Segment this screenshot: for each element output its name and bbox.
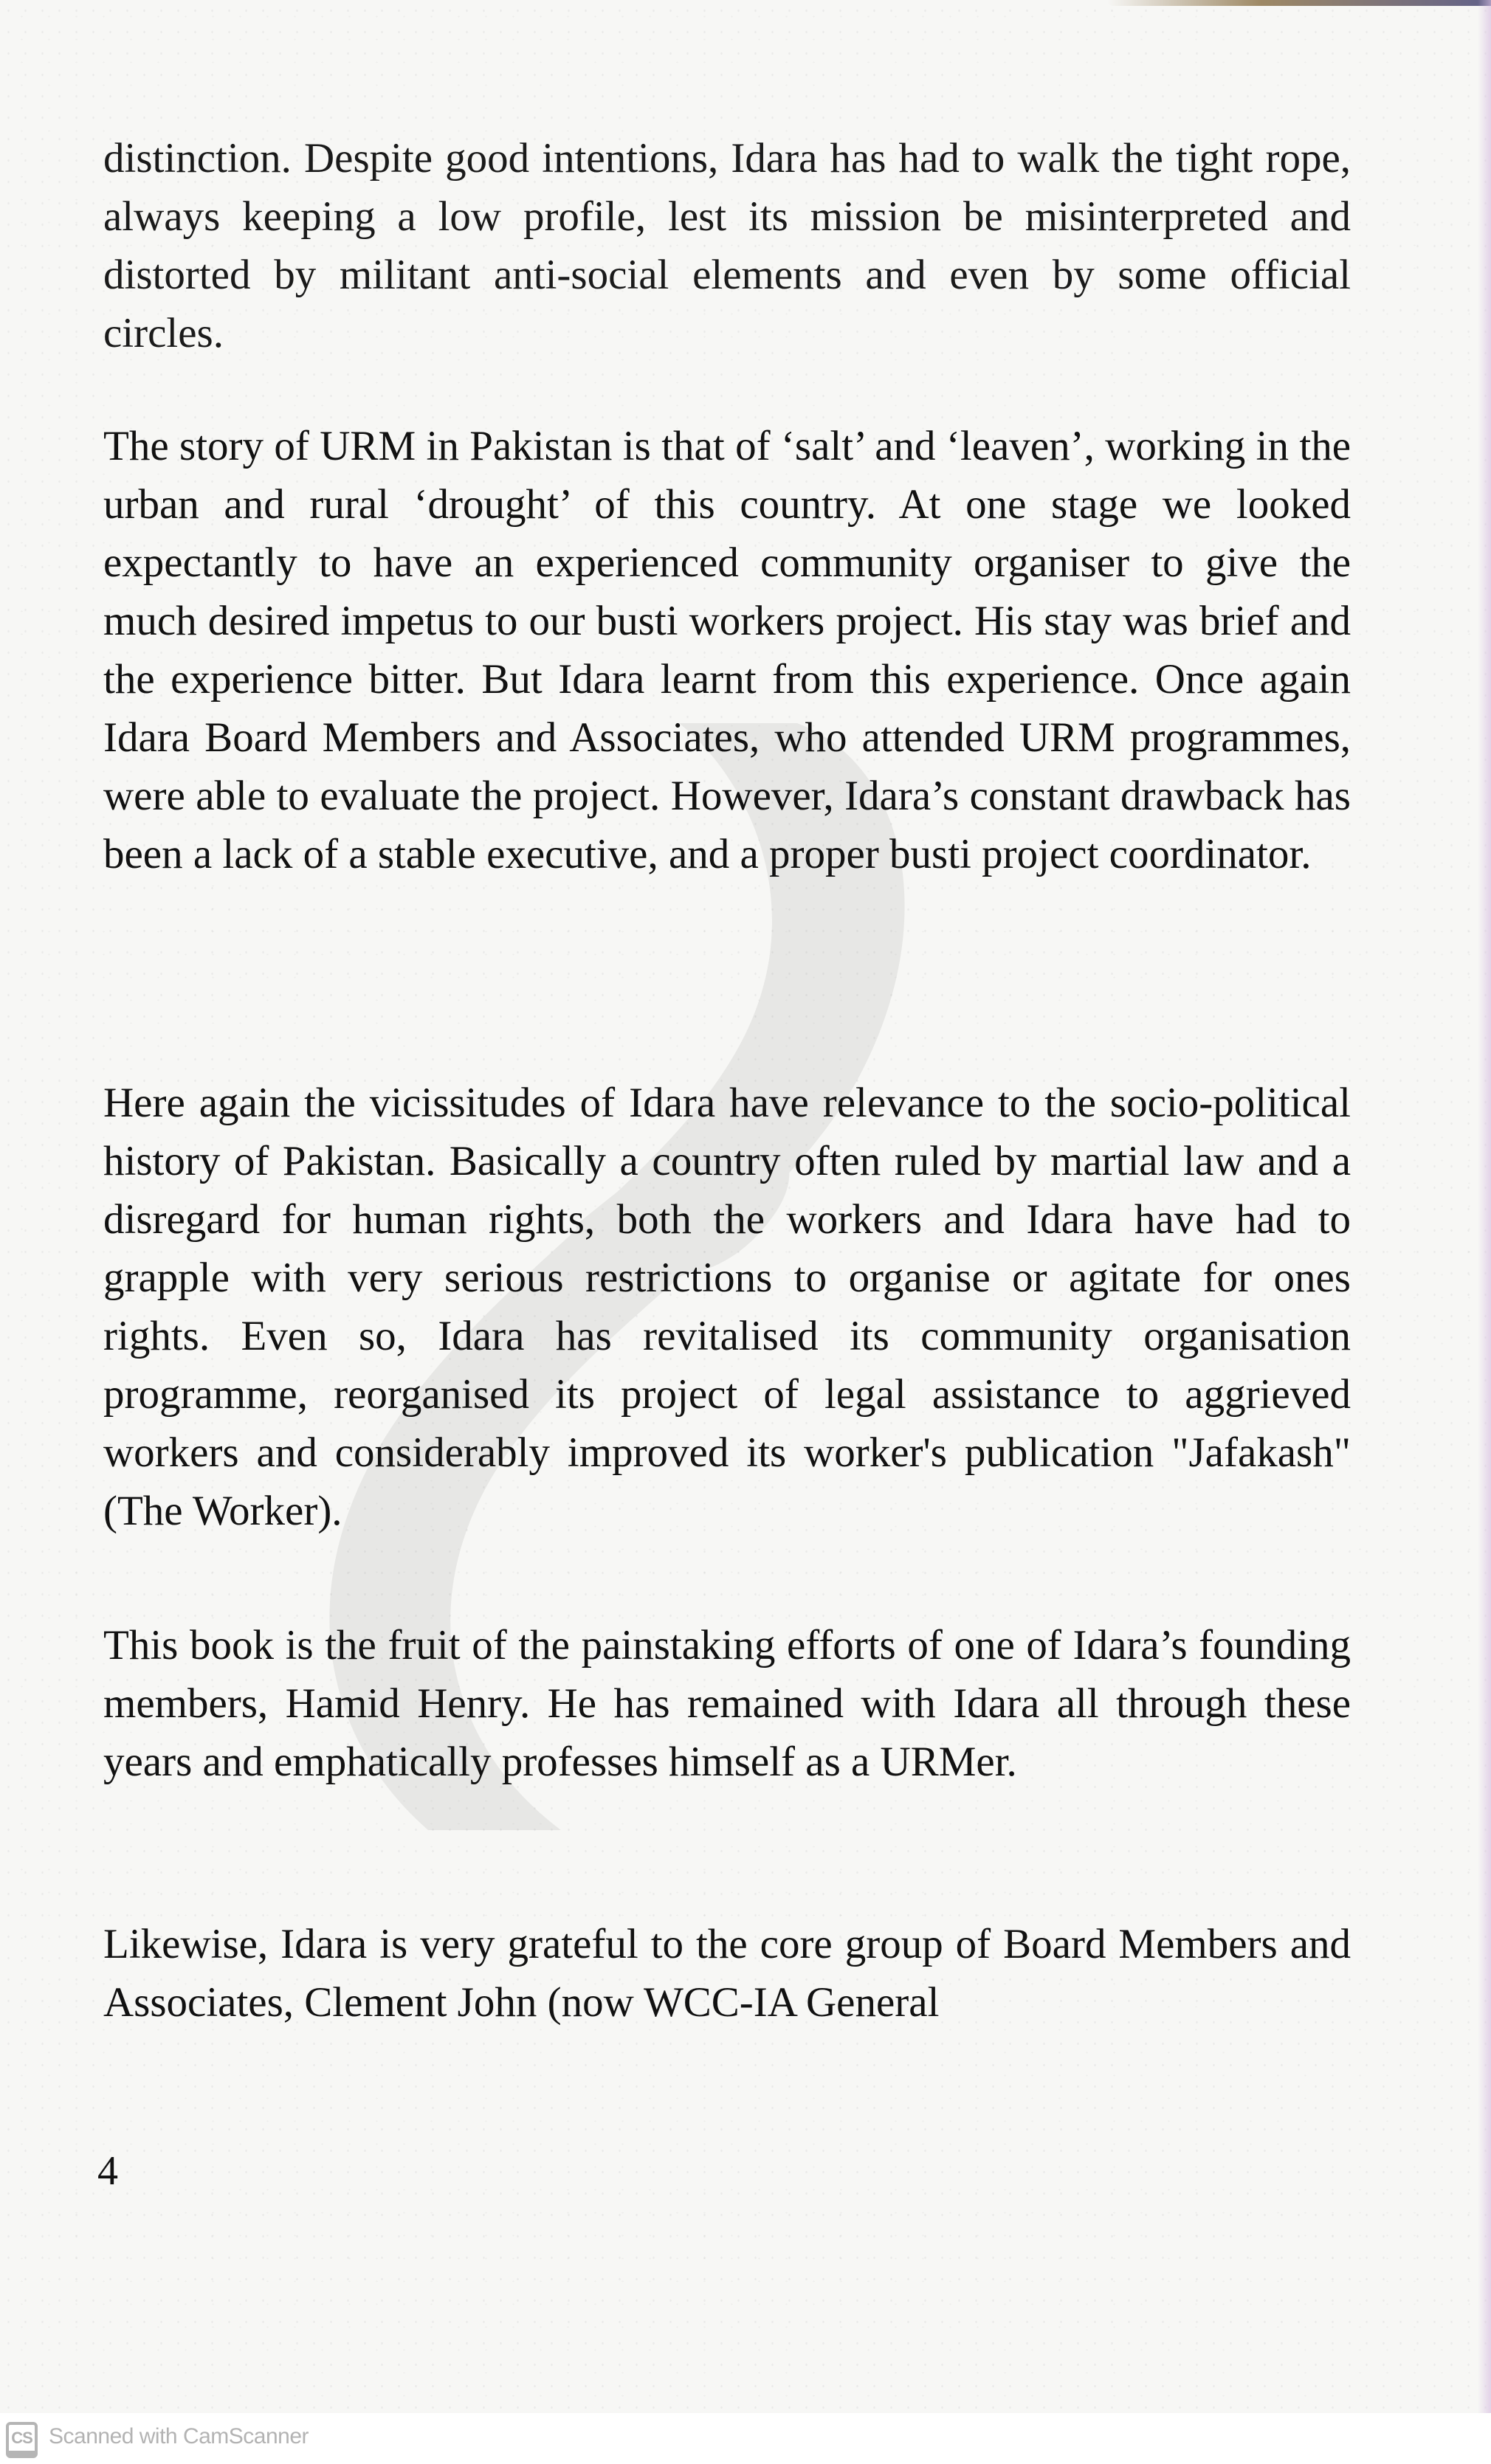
page-right-edge — [1478, 0, 1491, 2413]
paragraph-text: Likewise, Idara is very grateful to the core group of Board Members and Associates, Clement John (now WCC-IA General — [103, 1921, 1351, 2026]
paragraph-text: The story of URM in Pakistan is that of ‘salt’ and ‘leaven’, working in the urban and rural ‘drought’ of this country. At one stage we looked expectantly to have an experienced community organiser to give the much desired impetus to our busti workers project. His stay was brief and the experience bitter. But Idara learnt from this experience. Once again Idara Board Members and Associates, who attended URM programmes, were able to evaluate the project. However, Idara’s constant drawback has been a lack of a stable executive, and a proper busti project coordinator. — [103, 423, 1351, 877]
paragraph — [103, 129, 1351, 362]
camscanner-label: Scanned with CamScanner — [49, 2424, 309, 2449]
page-number: 4 — [97, 2148, 118, 2194]
paragraph — [103, 417, 1351, 883]
paragraph-text: Here again the vicissitudes of Idara have relevance to the socio-political history of Pakistan. Basically a country often ruled by martial law and a disregard for human rights, both the workers and Idara have had to grapple with very serious restrictions to organise or agitate for ones rights. Even so, Idara has revitalised its community organisation programme, reorganised its project of legal assistance to aggrieved workers and considerably improved its worker's publication "Jafakash" (The Worker). — [103, 1080, 1351, 1534]
paragraph — [103, 1074, 1351, 1540]
camscanner-logo-icon: CS — [6, 2422, 38, 2458]
paragraph-text: This book is the fruit of the painstaking efforts of one of Idara’s founding members, Hamid Henry. He has remained with Idara all through these years and emphatically professes himself as a URMer. — [103, 1622, 1351, 1785]
paragraph-text: distinction. Despite good intentions, Idara has had to walk the tight rope, always keeping a low profile, lest its mission be misinterpreted and distorted by militant anti-social elements and even by some official circles. — [103, 135, 1351, 356]
page-edge-shadow — [1107, 0, 1491, 6]
paragraph — [103, 1915, 1351, 2032]
paragraph — [103, 1616, 1351, 1791]
